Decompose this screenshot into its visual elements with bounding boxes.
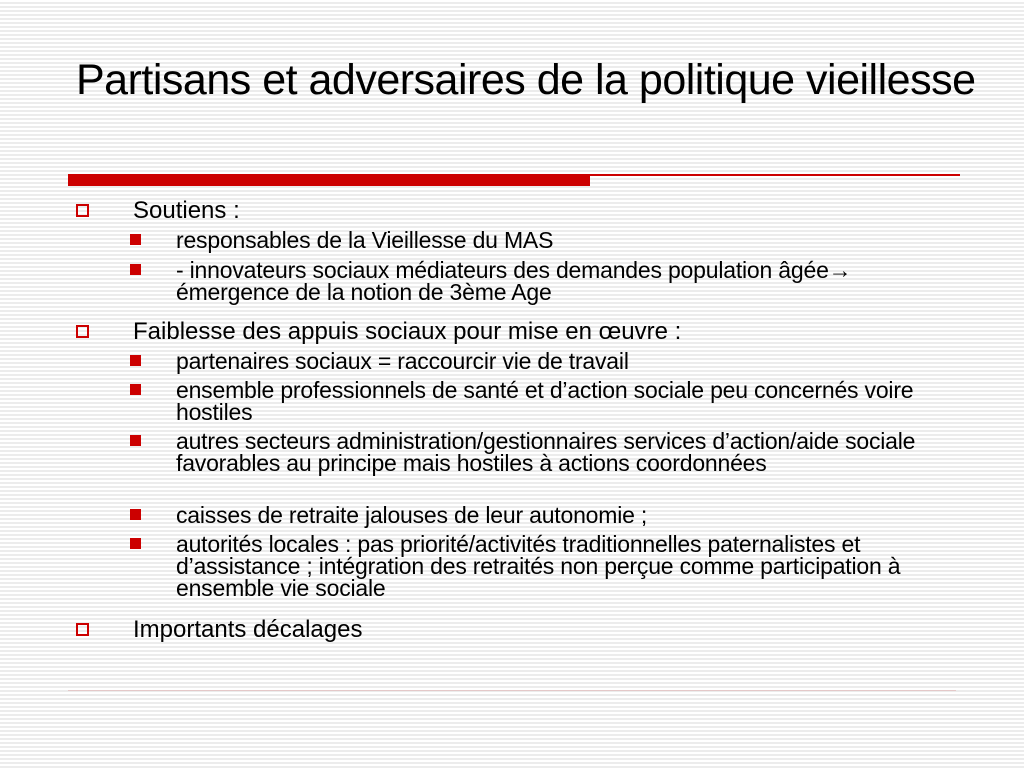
section-label: Faiblesse des appuis sociaux pour mise en œuvre : bbox=[133, 318, 682, 345]
bullet-section-soutiens bbox=[76, 198, 240, 224]
footer-rule bbox=[68, 690, 956, 691]
hollow-square-bullet-icon bbox=[76, 623, 89, 636]
hollow-square-bullet-icon bbox=[76, 204, 89, 217]
bullet-section-decalages bbox=[76, 617, 362, 643]
filled-square-bullet-icon bbox=[130, 435, 141, 446]
sub-bullet bbox=[130, 533, 946, 599]
sub-bullet-text: caisses de retraite jalouses de leur autonomie ; bbox=[176, 502, 648, 528]
filled-square-bullet-icon bbox=[130, 355, 141, 366]
sub-bullet-text: partenaires sociaux = raccourcir vie de travail bbox=[176, 348, 629, 374]
sub-bullet bbox=[130, 379, 946, 423]
filled-square-bullet-icon bbox=[130, 538, 141, 549]
filled-square-bullet-icon bbox=[130, 264, 141, 275]
section-label: Soutiens : bbox=[133, 197, 240, 224]
sub-bullet-text: - innovateurs sociaux médiateurs des demandes population âgée→ émergence de la notion de 3ème Age bbox=[176, 257, 852, 305]
sub-bullet bbox=[130, 430, 946, 474]
sub-bullet bbox=[130, 350, 946, 372]
sub-bullet bbox=[130, 259, 946, 303]
hollow-square-bullet-icon bbox=[76, 325, 89, 338]
sub-bullet-text: autres secteurs administration/gestionnaires services d’action/aide sociale favorables au principe mais hostiles à actions coordonnées bbox=[176, 428, 916, 476]
slide-title: Partisans et adversaires de la politique vieillesse bbox=[76, 56, 976, 104]
sub-bullet-text: autorités locales : pas priorité/activités traditionnelles paternalistes et d’assistance ; intégration des retraités non perçue comme participation à ensemble vie sociale bbox=[176, 531, 901, 601]
sub-bullet-text: responsables de la Vieillesse du MAS bbox=[176, 227, 554, 253]
filled-square-bullet-icon bbox=[130, 509, 141, 520]
sub-bullet bbox=[130, 229, 946, 251]
sub-bullet bbox=[130, 504, 946, 526]
filled-square-bullet-icon bbox=[130, 234, 141, 245]
section-label: Importants décalages bbox=[133, 616, 363, 643]
bullet-section-faiblesse bbox=[76, 319, 681, 345]
sub-bullet-text: ensemble professionnels de santé et d’action sociale peu concernés voire hostiles bbox=[176, 377, 914, 425]
filled-square-bullet-icon bbox=[130, 384, 141, 395]
